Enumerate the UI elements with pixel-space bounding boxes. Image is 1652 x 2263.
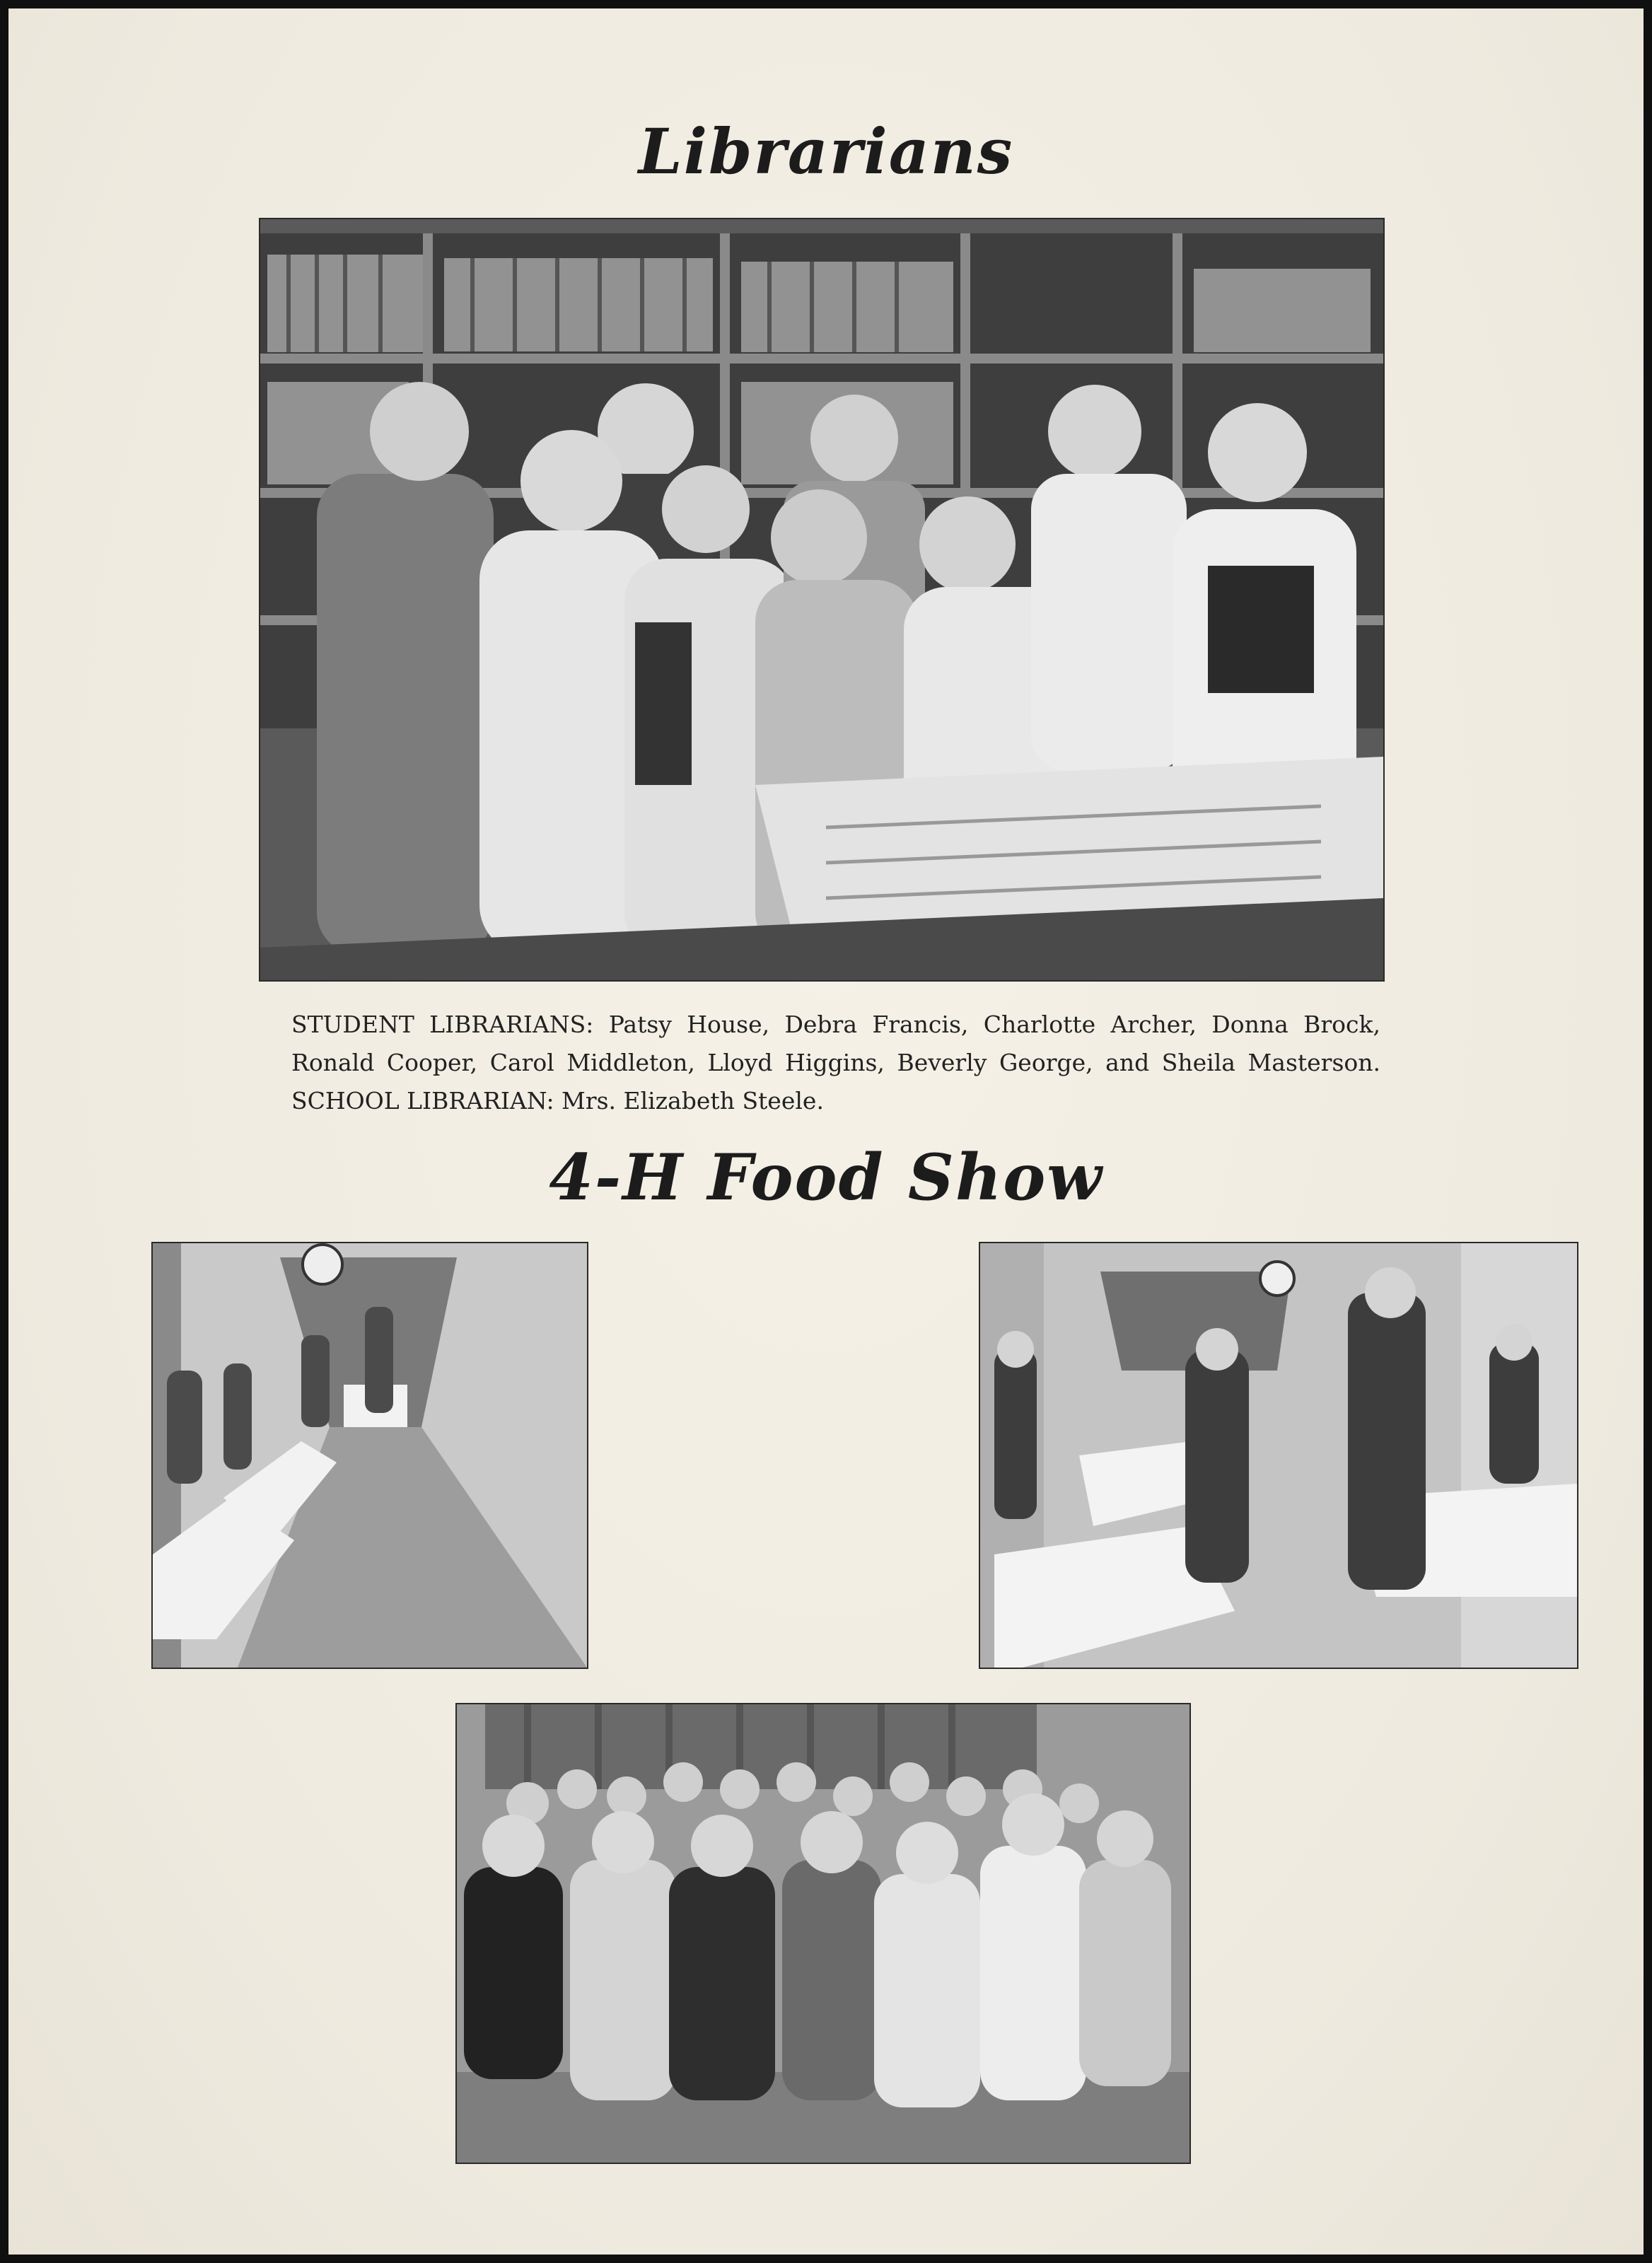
- food-show-hallway-illustration: [153, 1243, 587, 1668]
- librarians-photo: [259, 218, 1385, 982]
- food-show-tables-illustration: [980, 1243, 1577, 1668]
- food-show-hallway-photo: [151, 1242, 588, 1669]
- food-show-group-illustration: [457, 1704, 1189, 2163]
- food-show-tables-photo: [979, 1242, 1578, 1669]
- yearbook-page: [8, 8, 1644, 2255]
- librarians-heading: Librarians: [638, 115, 1014, 188]
- librarians-caption: STUDENT LIBRARIANS: Patsy House, Debra Francis, Charlotte Archer, Donna Brock, Ronald Cooper, Carol Middleton, Lloyd Higgins, Beverly George, and Sheila Masterson. SCHOOL LIBRARIAN: Mrs. Elizabeth Steele.: [291, 1011, 1380, 1115]
- food-show-heading: 4-H Food Show: [549, 1140, 1103, 1215]
- librarians-photo-illustration: [260, 219, 1383, 980]
- food-show-group-photo: [455, 1703, 1191, 2164]
